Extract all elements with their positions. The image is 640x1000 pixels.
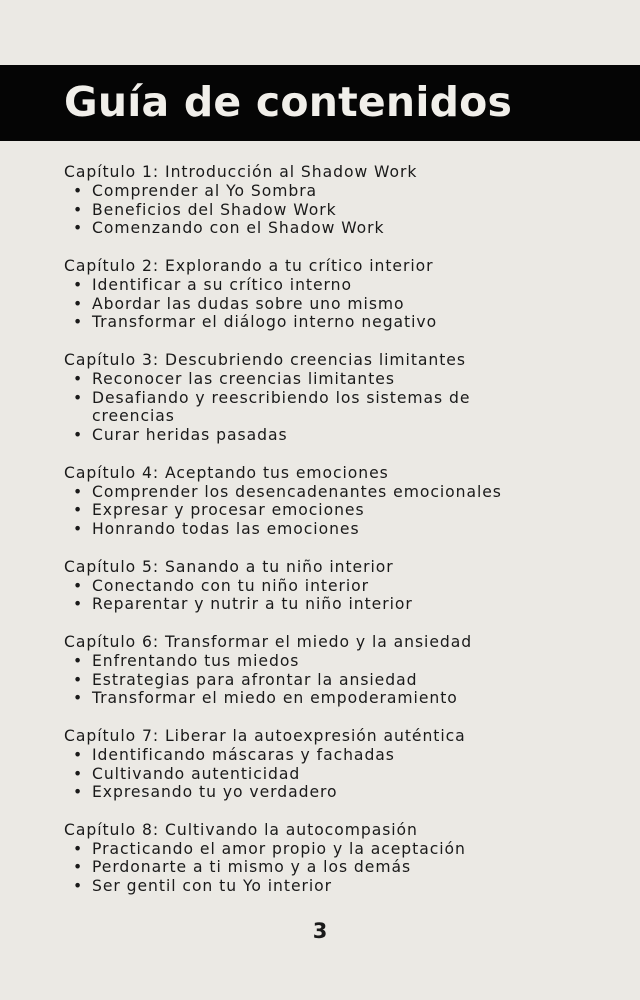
list-item-text: Curar heridas pasadas [92, 426, 288, 445]
chapter-4 [64, 464, 604, 539]
bullet-icon: • [73, 275, 84, 294]
bullet-icon: • [73, 200, 84, 219]
chapter-item-list [64, 577, 604, 615]
list-item-text: Ser gentil con tu Yo interior [92, 877, 332, 896]
list-item [64, 370, 604, 389]
list-item-text: Transformar el diálogo interno negativo [92, 313, 438, 332]
list-item [64, 652, 604, 671]
list-item-text: Enfrentando tus miedos [92, 651, 300, 670]
chapter-title: Capítulo 8: Cultivando la autocompasión [64, 820, 418, 839]
list-item [64, 313, 604, 332]
bullet-icon: • [73, 482, 84, 501]
list-item [64, 840, 604, 859]
page-title: Guía de contenidos [64, 78, 513, 126]
list-item [64, 201, 604, 220]
table-of-contents [64, 163, 604, 915]
chapter-1 [64, 163, 604, 238]
chapter-title: Capítulo 5: Sanando a tu niño interior [64, 557, 394, 576]
list-item [64, 219, 604, 238]
list-item [64, 483, 604, 502]
list-item-text: Transformar el miedo en empoderamiento [92, 689, 458, 708]
list-item [64, 295, 604, 314]
list-item [64, 595, 604, 614]
list-item [64, 182, 604, 201]
list-item-text: Abordar las dudas sobre uno mismo [92, 294, 405, 313]
chapter-6 [64, 633, 604, 708]
bullet-icon: • [73, 670, 84, 689]
list-item-text: Reparentar y nutrir a tu niño interior [92, 595, 413, 614]
chapter-item-list [64, 276, 604, 332]
chapter-title: Capítulo 2: Explorando a tu crítico interior [64, 256, 434, 275]
bullet-icon: • [73, 388, 84, 407]
bullet-icon: • [73, 839, 84, 858]
list-item [64, 389, 604, 427]
list-item [64, 877, 604, 896]
bullet-icon: • [73, 501, 84, 520]
list-item [64, 577, 604, 596]
bullet-icon: • [73, 219, 84, 238]
bullet-icon: • [73, 877, 84, 896]
page-number: 3 [312, 919, 328, 943]
bullet-icon: • [73, 294, 84, 313]
bullet-icon: • [73, 745, 84, 764]
bullet-icon: • [73, 689, 84, 708]
list-item [64, 426, 604, 445]
chapter-item-list [64, 840, 604, 896]
chapter-8 [64, 821, 604, 896]
bullet-icon: • [73, 858, 84, 877]
chapter-title: Capítulo 6: Transformar el miedo y la ansiedad [64, 632, 473, 651]
bullet-icon: • [73, 520, 84, 539]
chapter-title: Capítulo 3: Descubriendo creencias limitantes [64, 350, 466, 369]
bullet-icon: • [73, 369, 84, 388]
list-item [64, 783, 604, 802]
bullet-icon: • [73, 595, 84, 614]
bullet-icon: • [73, 426, 84, 445]
chapter-item-list [64, 746, 604, 802]
list-item-text: Desafiando y reescribiendo los sistemas de creencias [92, 388, 471, 426]
list-item-text: Comprender los desencadenantes emocionales [92, 482, 502, 501]
list-item [64, 858, 604, 877]
list-item-text: Perdonarte a ti mismo y a los demás [92, 858, 412, 877]
list-item [64, 746, 604, 765]
list-item [64, 671, 604, 690]
list-item-text: Identificando máscaras y fachadas [92, 745, 395, 764]
chapter-7 [64, 727, 604, 802]
chapter-item-list [64, 652, 604, 708]
chapter-5 [64, 558, 604, 614]
bullet-icon: • [73, 651, 84, 670]
chapter-title: Capítulo 7: Liberar la autoexpresión auténtica [64, 726, 466, 745]
list-item [64, 276, 604, 295]
list-item-text: Identificar a su crítico interno [92, 275, 352, 294]
list-item [64, 689, 604, 708]
bullet-icon: • [73, 783, 84, 802]
chapter-2 [64, 257, 604, 332]
list-item-text: Reconocer las creencias limitantes [92, 369, 395, 388]
chapter-title: Capítulo 1: Introducción al Shadow Work [64, 163, 418, 181]
list-item-text: Comenzando con el Shadow Work [92, 219, 385, 238]
list-item-text: Estrategias para afrontar la ansiedad [92, 670, 418, 689]
list-item-text: Cultivando autenticidad [92, 764, 301, 783]
list-item [64, 765, 604, 784]
chapter-3 [64, 351, 604, 445]
list-item-text: Honrando todas las emociones [92, 520, 360, 539]
list-item [64, 501, 604, 520]
list-item [64, 520, 604, 539]
list-item-text: Beneficios del Shadow Work [92, 200, 337, 219]
list-item-text: Practicando el amor propio y la aceptación [92, 839, 466, 858]
chapter-title: Capítulo 4: Aceptando tus emociones [64, 463, 389, 482]
bullet-icon: • [73, 764, 84, 783]
chapter-item-list [64, 483, 604, 539]
list-item-text: Expresar y procesar emociones [92, 501, 365, 520]
list-item-text: Comprender al Yo Sombra [92, 181, 318, 200]
list-item-text: Conectando con tu niño interior [92, 576, 370, 595]
list-item-text: Expresando tu yo verdadero [92, 783, 338, 802]
bullet-icon: • [73, 313, 84, 332]
chapter-item-list [64, 370, 604, 445]
bullet-icon: • [73, 181, 84, 200]
bullet-icon: • [73, 576, 84, 595]
chapter-item-list [64, 182, 604, 238]
